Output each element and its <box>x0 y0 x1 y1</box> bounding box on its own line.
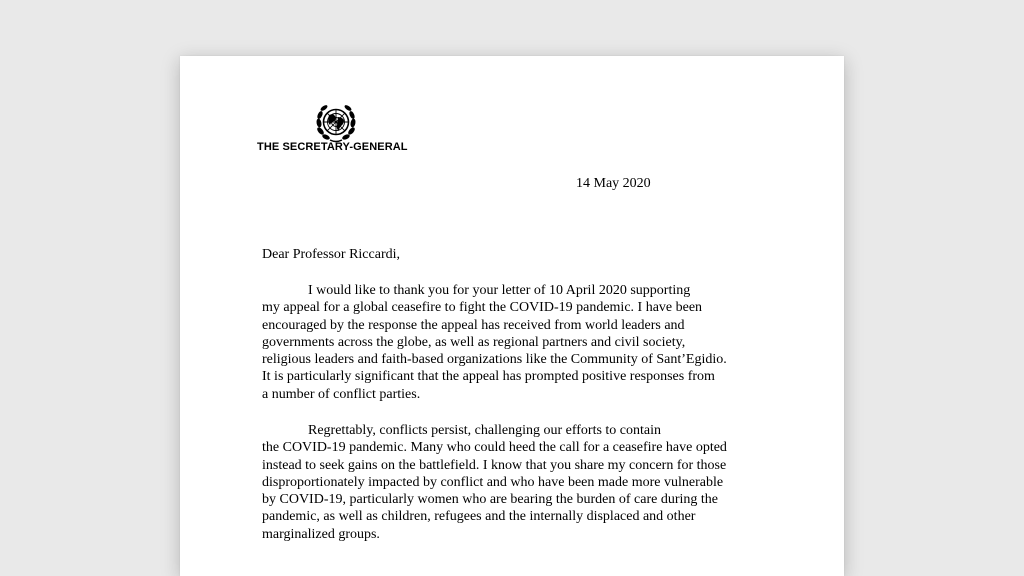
un-emblem-icon <box>313 103 359 143</box>
paragraph-line: governments across the globe, as well as regional partners and civil society, <box>262 334 686 350</box>
letter-page <box>180 56 844 576</box>
paragraph-line: pandemic, as well as children, refugees and the internally displaced and other <box>262 509 696 525</box>
letter-salutation: Dear Professor Riccardi, <box>262 247 401 262</box>
paragraph-line: religious leaders and faith-based organizations like the Community of Sant’Egidio. <box>262 352 727 368</box>
letter-paragraph-1 <box>262 282 727 403</box>
paragraph-line: marginalized groups. <box>262 526 380 542</box>
paragraph-line: It is particularly significant that the appeal has prompted positive responses from <box>262 369 715 385</box>
paragraph-line: encouraged by the response the appeal has received from world leaders and <box>262 317 685 333</box>
paragraph-line: I would like to thank you for your letter of 10 April 2020 supporting <box>308 283 691 298</box>
secretary-general-title: THE SECRETARY-GENERAL <box>257 141 408 153</box>
paragraph-line: instead to seek gains on the battlefield. I know that you share my concern for those <box>262 457 727 473</box>
paragraph-line: my appeal for a global ceasefire to fight the COVID-19 pandemic. I have been <box>262 300 703 316</box>
paragraph-line: a number of conflict parties. <box>262 386 421 402</box>
letter-paragraph-2 <box>262 422 727 543</box>
paragraph-line: the COVID-19 pandemic. Many who could heed the call for a ceasefire have opted <box>262 440 727 456</box>
letter-date: 14 May 2020 <box>576 176 651 191</box>
paragraph-line: Regrettably, conflicts persist, challenging our efforts to contain <box>308 423 662 438</box>
paragraph-line: by COVID-19, particularly women who are bearing the burden of care during the <box>262 492 719 508</box>
paragraph-line: disproportionately impacted by conflict and who have been made more vulnerable <box>262 474 724 490</box>
